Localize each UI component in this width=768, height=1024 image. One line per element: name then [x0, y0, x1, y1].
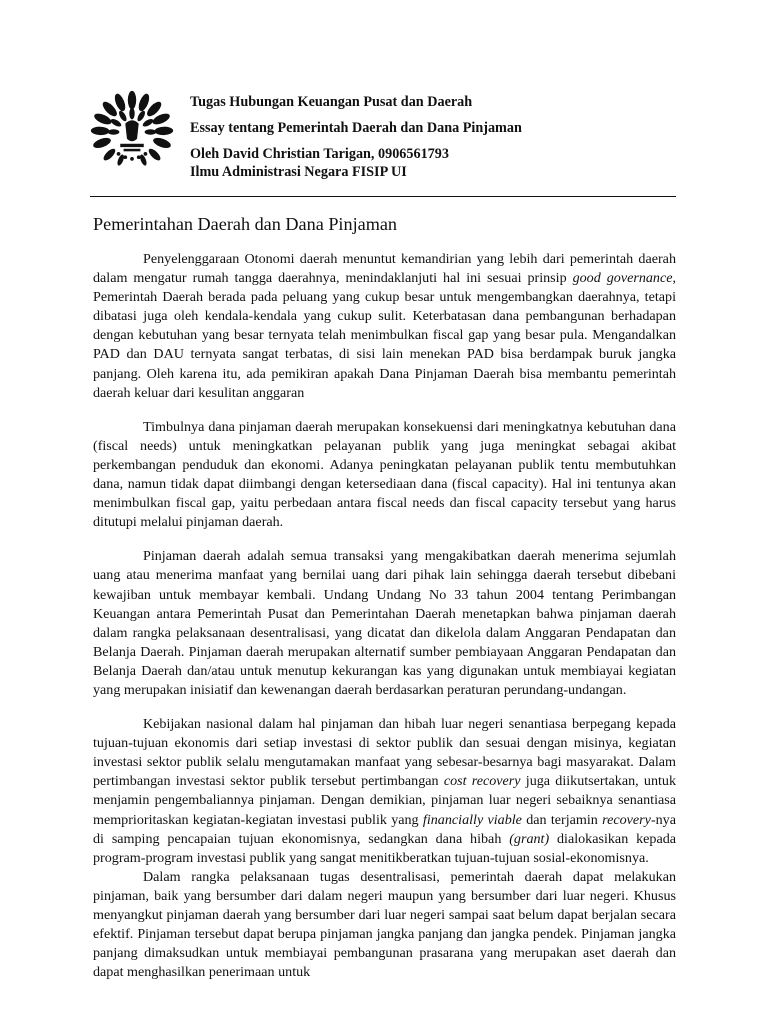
- paragraph-5: Dalam rangka pelaksanaan tugas desentralisasi, pemerintah daerah dapat melakukan pinjaman, baik yang bersumber dari dalam negeri maupun yang bersumber dari luar negeri. Khusus menyangkut pinjaman daerah yang bersumber dari luar negeri sampai saat belum dapat berjalan secara efektif. Pinjaman tersebut dapat berupa pinjaman jangka panjang dan jangka pendek. Pinjaman jangka panjang dimaksudkan untuk membiayai pembangunan prasarana yang merupakan aset daerah dan dapat menghasilkan penerimaan untuk: [93, 868, 676, 981]
- university-emblem-icon: [90, 90, 174, 174]
- paragraph-3: Pinjaman daerah adalah semua transaksi yang mengakibatkan daerah menerima sejumlah uang atau menerima manfaat yang bernilai uang dari pihak lain sehingga daerah tersebut dibebani kewajiban untuk membayar kembali. Undang Undang No 33 tahun 2004 tentang Perimbangan Keuangan antara Pemerintah Pusat dan Pemerintahan Daerah menetapkan bahwa pinjaman daerah dalam rangka pelaksanaan desentralisasi, yang dicatat dan dikelola dalam Anggaran Pendapatan dan Belanja Daerah. Pinjaman daerah merupakan alternatif sumber pembiayaan Anggaran Pendapatan dan Belanja Daerah dan/atau untuk menutup kekurangan kas yang digunakan untuk membiayai kegiatan yang merupakan inisiatif dan kewenangan daerah berdasarkan peraturan perundang-undangan.: [93, 548, 676, 698]
- essay-subtitle: Essay tentang Pemerintah Daerah dan Dana Pinjaman: [190, 120, 522, 136]
- document-header: [90, 88, 675, 196]
- essay-title: Pemerintahan Daerah dan Dana Pinjaman: [93, 214, 398, 234]
- essay-body: [93, 250, 676, 982]
- paragraph-1: Penyelenggaraan Otonomi daerah menuntut kemandirian yang lebih dari pemerintah daerah dalam mengatur rumah tangga daerahnya, menindaklanjuti hal ini sesuai prinsip good governance, Pemerintah Daerah berada pada peluang yang cukup besar untuk mengembangkan daerahnya, tetapi dibatasi juga oleh kendala-kendala yang cukup sulit. Keterbatasan dana pembangunan berhadapan dengan kebutuhan yang besar ternyata telah menimbulkan fiscal gap yang besar pula. Mengandalkan PAD dan DAU ternyata sangat terbatas, di sisi lain menekan PAD bisa berdampak buruk jangka panjang. Oleh karena itu, ada pemikiran apakah Dana Pinjaman Daerah bisa membantu pemerintah daerah keluar dari kesulitan anggaran: [93, 251, 677, 401]
- author-line: Oleh David Christian Tarigan, 0906561793: [190, 146, 449, 162]
- department-line: Ilmu Administrasi Negara FISIP UI: [190, 164, 407, 180]
- paragraph-2: Timbulnya dana pinjaman daerah merupakan konsekuensi dari meningkatnya kebutuhan dana (fiscal needs) untuk meningkatkan pelayanan publik yang juga meningkat sebagai akibat perkembangan penduduk dan ekonomi. Adanya peningkatan pelayanan publik tentu membutuhkan dana, namun tidak dapat diimbangi dengan ketersediaan dana (fiscal capacity). Hal ini tentunya akan menimbulkan fiscal gap, yaitu perbedaan antara fiscal needs dan fiscal capacity tersebut yang harus ditutupi melalui pinjaman daerah.: [93, 418, 676, 531]
- course-title: Tugas Hubungan Keuangan Pusat dan Daerah: [190, 94, 473, 110]
- header-divider: [90, 196, 676, 197]
- header-lines: [190, 93, 522, 181]
- paragraph-4: Kebijakan nasional dalam hal pinjaman dan hibah luar negeri senantiasa berpegang kepada tujuan-tujuan ekonomis dari setiap investasi di sektor publik dan sesuai dengan misinya, kegiatan investasi sektor publik selalu mengutamakan manfaat yang sebesar-besarnya bagi masyarakat. Dalam pertimbangan investasi sektor publik tersebut pertimbangan cost recovery juga diikutsertakan, untuk menjamin pengembaliannya pinjaman. Dengan demikian, pinjaman luar negeri sebaiknya senantiasa memprioritaskan kegiatan-kegiatan investasi publik yang financially viable dan terjamin recovery-nya di samping pencapaian tujuan ekonomisnya, sedangkan dana hibah (grant) dialokasikan kepada program-program investasi publik yang sangat menitikberatkan tujuan-tujuan sosial-ekonomisnya.: [93, 716, 677, 866]
